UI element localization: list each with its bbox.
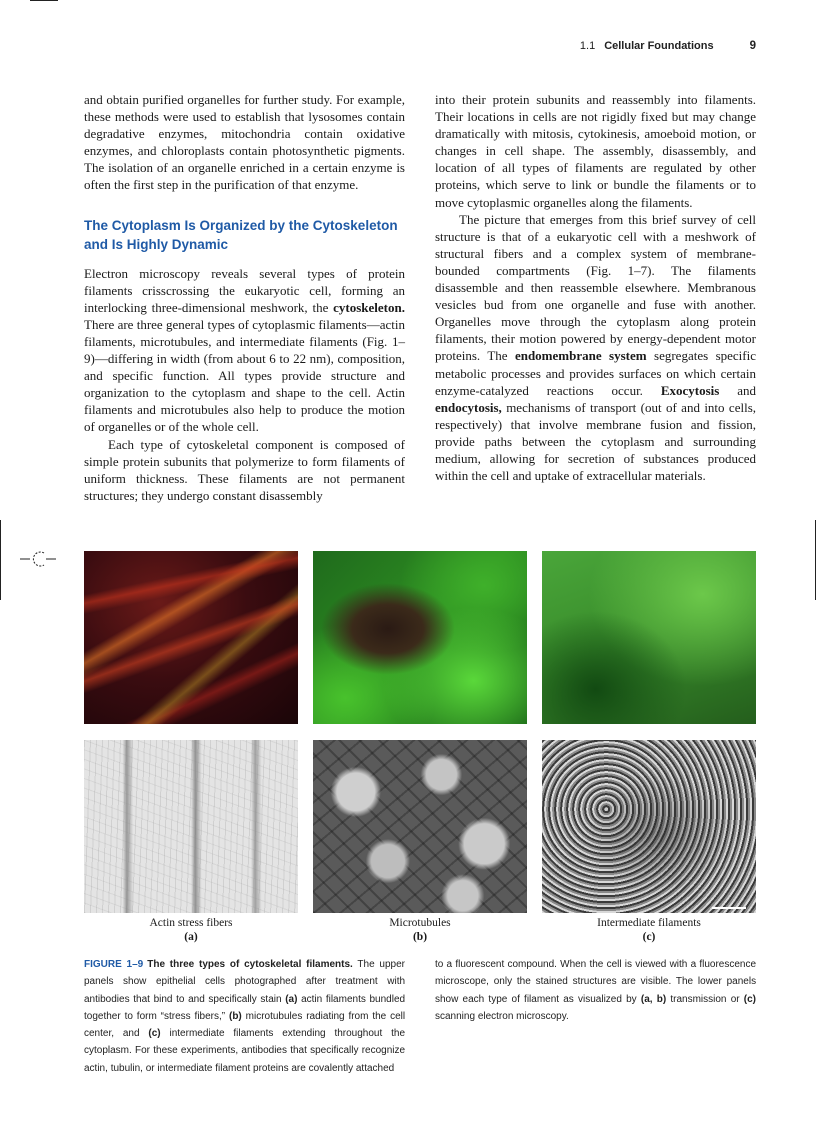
caption-word: electron — [477, 1010, 514, 1022]
caption-word: cell — [606, 959, 622, 970]
caption-word: filaments — [325, 993, 366, 1005]
caption-word: cytoplasm. — [84, 1045, 132, 1057]
key-term-endomembrane-system: endomembrane system — [514, 348, 647, 364]
panel-label-c — [542, 916, 756, 944]
paragraph: into their protein subunits and reassembly into filaments. Their locations in cells are not rigidly fixed but may change dramatically with mitosis, cytokinesis, amoeboid motion, or changes in cell shape. The assembly, disassembly, and location of all types of filaments are regulated by other proteins, which serve to link or bundle the filaments or to move cytoplasmic organelles along the filaments. — [435, 92, 756, 210]
caption-word: the — [589, 959, 604, 970]
caption-ref — [641, 994, 666, 1005]
caption-word: bind — [153, 993, 173, 1005]
caption-word: to — [435, 959, 444, 970]
section-heading: The Cytoplasm Is Organized by the Cytoskeleton and Is Highly Dynamic — [84, 217, 398, 252]
caption-word: of — [511, 993, 520, 1005]
caption-word: upper — [379, 959, 405, 970]
panel-letter: (c) — [642, 931, 656, 943]
text-run: Electron microscopy reveals several types of protein filaments crisscrossing the eukaryotic cell, forming an interlocking three-dimensional meshwork, the — [84, 265, 405, 315]
caption-ref — [148, 1028, 160, 1039]
caption-text — [435, 1011, 569, 1022]
caption-word: cytoskeletal — [244, 959, 302, 970]
caption-word: intermediate — [157, 1062, 213, 1074]
paragraph: Each type of cytoskeletal component is composed of simple protein subunits that polymerize to form filaments of uniform thickness. These filaments are not permanent structures; they undergo constant disassembly — [84, 436, 405, 503]
caption-word: show — [123, 976, 147, 988]
caption-word: 1–9 — [126, 959, 144, 970]
caption-word: The — [147, 959, 166, 970]
caption-word: these — [153, 1045, 178, 1057]
caption-word: after — [305, 976, 326, 988]
caption-word: For — [135, 1045, 151, 1057]
panel-name: Intermediate filaments — [597, 917, 701, 929]
caption-word: bundled — [369, 993, 406, 1005]
page-number: 9 — [749, 40, 756, 52]
caption-word: type — [488, 993, 508, 1005]
caption-word: that — [133, 993, 150, 1005]
section-title: Cellular Foundations — [604, 40, 714, 52]
text-run: There are three general types of cytoplasmic filaments—actin filaments, microtubules, and intermediate filaments (Fig. 1–9)—differing in width (from about 6 to 22 nm), composition, and specific function. All types provide structure and organization to the cytoplasm and shape to the cell. Actin filaments and microtubules also help to produce the motion of organelles or of the whole cell. — [84, 316, 405, 435]
caption-word: microscopy. — [516, 1010, 569, 1022]
text-run: The picture that emerges from this brief survey of cell structure is that of a eukaryotic cell with a meshwork of structural fibers and a complex system of membrane-bounded compartments (Fig. 1–7). The filaments disassemble and then reassemble elsewhere. Membranous vesicles bud from one organelle and fuse with another. Organelles move through the cytoplasm along protein filaments, their motion powered by energy-dependent motor proteins. The — [435, 211, 756, 364]
caption-word: radiating — [306, 1010, 345, 1022]
caption-word: cells — [205, 976, 226, 988]
caption-ref — [229, 1011, 242, 1022]
caption-word: proteins — [253, 1062, 289, 1074]
caption-word: filaments. — [306, 959, 353, 970]
figure-caption-left — [84, 956, 405, 1077]
caption-word — [382, 1028, 391, 1039]
caption-word: photographed — [234, 976, 297, 988]
caption-word: panels — [84, 976, 114, 988]
caption-word: of — [229, 959, 240, 970]
section-number: 1.1 — [579, 40, 596, 52]
figure-number — [84, 959, 143, 970]
caption-word: (a) — [285, 993, 298, 1005]
micrograph-intermediate-filaments — [542, 740, 756, 913]
caption-word: (c) — [743, 993, 757, 1005]
caption-word: experiments, — [180, 1045, 239, 1057]
caption-word: specifically — [310, 1045, 359, 1057]
fluorescence-image-actin — [84, 551, 298, 724]
figure-title — [147, 959, 353, 970]
caption-word: stained — [535, 976, 568, 988]
paragraph — [435, 211, 756, 485]
panel-name: Actin stress fibers — [149, 917, 233, 929]
caption-word — [195, 976, 205, 987]
running-head — [580, 40, 756, 52]
caption-word: (c) — [148, 1028, 161, 1040]
text-run: segregates specific metabolic processes and provides surfaces on which certain enzyme-catalyzed reactions occur. — [435, 348, 756, 398]
caption-word: transmission — [670, 993, 727, 1005]
caption-word: (b) — [228, 1010, 242, 1022]
caption-word: show — [435, 993, 459, 1005]
caption-word: lower — [697, 976, 722, 988]
caption-word: antibodies — [84, 993, 130, 1005]
caption-word: and — [188, 993, 205, 1005]
caption-word: throughout — [334, 1028, 383, 1040]
scale-bar — [712, 907, 746, 909]
figure-1-9 — [84, 551, 757, 946]
paragraph: and obtain purified organelles for further study. For example, these methods were used to establish that lysosomes contain degradative enzymes, mitochondria contain oxidative enzymes, and chloroplasts contain photosynthetic pigments. The isolation of an organelle enriched in a certain enzyme is often the first step in the purification of that enzyme. — [84, 92, 405, 193]
caption-word: treatment — [335, 976, 378, 988]
caption-word — [113, 976, 123, 987]
caption-word: visualized — [578, 993, 622, 1005]
caption-word: fluorescence — [699, 959, 757, 970]
registration-mark-icon — [20, 548, 56, 570]
caption-word: filament — [524, 993, 560, 1005]
caption-word: types — [199, 959, 226, 970]
caption-word: fibers,” — [194, 1010, 226, 1022]
key-term-exocytosis: Exocytosis — [660, 382, 720, 398]
caption-word: visible. — [640, 976, 672, 988]
crop-line-left — [0, 520, 1, 600]
left-column — [84, 91, 405, 504]
caption-word: FIGURE — [84, 959, 122, 970]
caption-word: from — [348, 1010, 369, 1022]
caption-word — [114, 1028, 123, 1039]
caption-word: the — [372, 1010, 387, 1022]
caption-word: microscope, — [435, 976, 489, 988]
caption-word: epithelial — [155, 976, 196, 988]
caption-word: specifically — [208, 993, 257, 1005]
caption-word: actin — [301, 993, 323, 1005]
caption-word: The — [675, 976, 694, 988]
caption-word: structures — [572, 976, 617, 988]
caption-word: together — [84, 1010, 121, 1022]
caption-word: intermediate — [169, 1028, 225, 1040]
caption-word — [296, 976, 306, 987]
caption-word: actin, — [84, 1062, 108, 1074]
fluorescence-image-intermediate-filaments — [542, 551, 756, 724]
caption-word: three — [169, 959, 195, 970]
micrograph-actin — [84, 740, 298, 913]
caption-word: When — [560, 959, 587, 970]
fluorescence-image-microtubules — [313, 551, 527, 724]
caption-word: “stress — [160, 1010, 191, 1022]
key-term-endocytosis: endocytosis, — [435, 399, 502, 415]
caption-word: filament — [215, 1062, 251, 1074]
caption-word: covalently — [308, 1062, 354, 1074]
caption-word: extending — [282, 1028, 326, 1040]
key-term-cytoskeleton: cytoskeleton. — [333, 299, 405, 315]
caption-word — [146, 976, 156, 987]
caption-word: each — [462, 993, 485, 1005]
caption-ref — [744, 994, 756, 1005]
caption-word: form — [136, 1010, 157, 1022]
paragraph — [84, 265, 405, 436]
caption-word: and — [122, 1028, 140, 1040]
caption-word — [225, 976, 235, 987]
text-run: and — [719, 382, 756, 398]
caption-word: are — [291, 1062, 306, 1074]
caption-word: a — [446, 959, 453, 970]
caption-word: compound. — [507, 959, 557, 970]
caption-word: antibodies — [241, 1045, 287, 1057]
caption-word: fluorescent — [455, 959, 505, 970]
caption-word: microtubules — [245, 1010, 303, 1022]
caption-word: only — [493, 976, 513, 988]
crop-line-top — [30, 0, 58, 1]
caption-word: the — [391, 1028, 406, 1040]
panel-name: Microtubules — [389, 917, 451, 929]
panel-letter: (a) — [184, 931, 198, 943]
caption-word: cell — [390, 1010, 406, 1022]
text-run: mechanisms of transport (out of and into cells, respectively) that involve membrane fusion and fission, provide paths between the cytoplasm and surrounding medium, allowing for secretion of substances produced within the cell and uptake of extracellular materials. — [435, 399, 756, 484]
caption-word: the — [516, 976, 531, 988]
caption-word: that — [290, 1045, 307, 1057]
panel-letter: (b) — [412, 931, 428, 943]
caption-word: as — [563, 993, 574, 1005]
caption-ref — [285, 994, 297, 1005]
caption-word: a — [690, 959, 697, 970]
caption-word: (a, — [640, 993, 653, 1005]
caption-word: filaments — [233, 1028, 274, 1040]
caption-word: recognize — [361, 1045, 406, 1057]
caption-word: are — [621, 976, 636, 988]
caption-word: is — [624, 959, 633, 970]
caption-word: b) — [656, 993, 667, 1005]
caption-word: attached — [355, 1062, 395, 1074]
caption-word: The — [357, 959, 375, 970]
caption-text — [666, 994, 744, 1005]
caption-word: stain — [260, 993, 282, 1005]
caption-word: panels — [726, 976, 757, 988]
figure-caption-right — [435, 956, 756, 1025]
panel-label-a — [84, 916, 298, 944]
micrograph-microtubules — [313, 740, 527, 913]
panel-label-b — [313, 916, 527, 944]
caption-word — [273, 1028, 282, 1039]
caption-word — [378, 976, 388, 987]
caption-word: with — [387, 976, 406, 988]
caption-word: or — [730, 993, 740, 1005]
caption-word: to — [124, 1010, 133, 1022]
caption-word: viewed — [635, 959, 667, 970]
caption-word: center, — [84, 1028, 115, 1040]
caption-word: to — [176, 993, 185, 1005]
right-column — [435, 91, 756, 484]
caption-word: scanning — [435, 1010, 476, 1022]
caption-word: tubulin, — [110, 1062, 143, 1074]
caption-word: with — [669, 959, 688, 970]
caption-word: by — [626, 993, 637, 1005]
caption-word: or — [145, 1062, 155, 1074]
